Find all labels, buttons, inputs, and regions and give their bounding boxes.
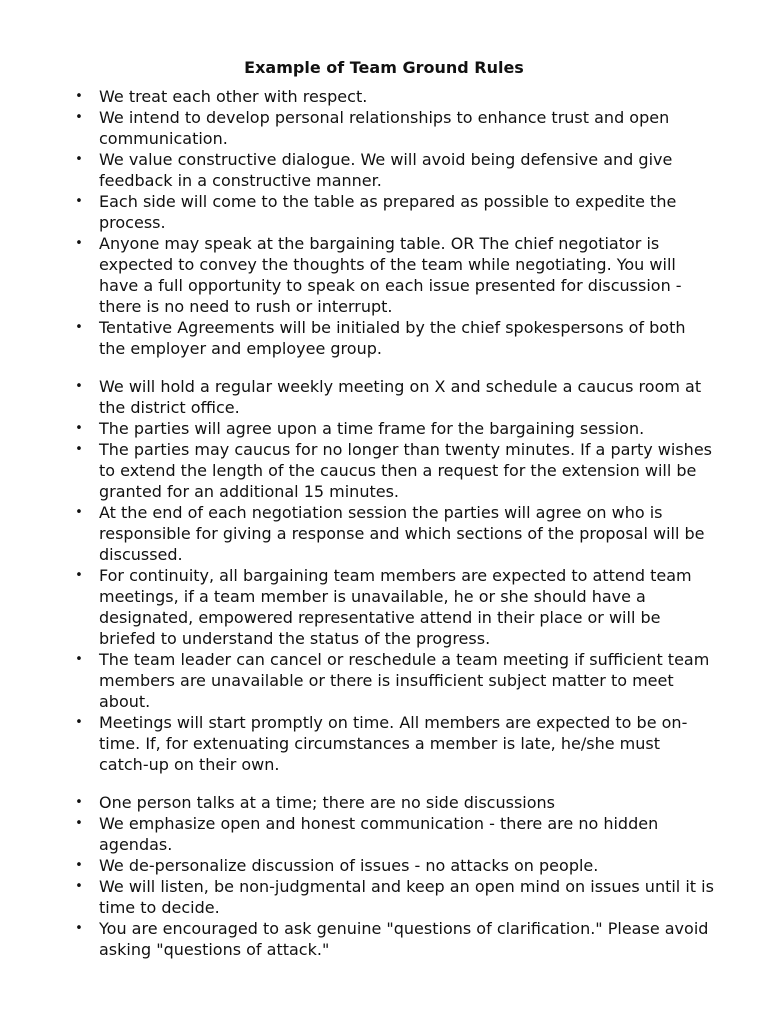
rule-group — [74, 376, 714, 775]
rule-text: Anyone may speak at the bargaining table. OR The chief negotiator is expected to convey the thoughts of the team while negotiating. You will have a full opportunity to speak on each issue presented for discussion - there is no need to rush or interrupt. — [99, 234, 682, 316]
list-item — [74, 565, 714, 649]
rule-text: We de-personalize discussion of issues - no attacks on people. — [99, 856, 599, 875]
list-item — [74, 86, 714, 107]
rule-text: You are encouraged to ask genuine "questions of clarification." Please avoid asking "questions of attack." — [99, 919, 709, 959]
rule-text: We will hold a regular weekly meeting on X and schedule a caucus room at the district office. — [99, 377, 702, 417]
rule-text: For continuity, all bargaining team members are expected to attend team meetings, if a team member is unavailable, he or she should have a designated, empowered representative attend in their place or will be briefed to understand the status of the progress. — [99, 566, 692, 648]
rule-text: One person talks at a time; there are no side discussions — [99, 793, 555, 812]
bullet-icon: • — [75, 568, 83, 583]
bullet-icon: • — [75, 421, 83, 436]
bullet-icon: • — [75, 110, 83, 125]
list-item — [74, 233, 714, 317]
bullet-icon: • — [75, 442, 83, 457]
rule-text: We intend to develop personal relationships to enhance trust and open communication. — [99, 108, 670, 148]
rule-text: The parties will agree upon a time frame for the bargaining session. — [99, 419, 645, 438]
bullet-icon: • — [75, 379, 83, 394]
rule-text: The team leader can cancel or reschedule a team meeting if sufficient team members are unavailable or there is insufficient subject matter to meet about. — [99, 650, 710, 711]
bullet-icon: • — [75, 152, 83, 167]
list-item — [74, 918, 714, 960]
list-item — [74, 502, 714, 565]
rule-text: Each side will come to the table as prepared as possible to expedite the process. — [99, 192, 677, 232]
list-item — [74, 107, 714, 149]
rule-text: We value constructive dialogue. We will avoid being defensive and give feedback in a constructive manner. — [99, 150, 673, 190]
bullet-icon: • — [75, 89, 83, 104]
list-item — [74, 792, 714, 813]
bullet-icon: • — [75, 236, 83, 251]
bullet-icon: • — [75, 652, 83, 667]
bullet-icon: • — [75, 505, 83, 520]
page-title: Example of Team Ground Rules — [244, 57, 524, 77]
list-item — [74, 191, 714, 233]
list-item — [74, 813, 714, 855]
rule-text: Tentative Agreements will be initialed by the chief spokespersons of both the employer and employee group. — [99, 318, 686, 358]
list-item — [74, 855, 714, 876]
list-item — [74, 317, 714, 359]
list-item — [74, 712, 714, 775]
list-item — [74, 149, 714, 191]
bullet-icon: • — [75, 816, 83, 831]
list-item — [74, 418, 714, 439]
rule-group — [74, 86, 714, 359]
list-item — [74, 649, 714, 712]
bullet-icon: • — [75, 795, 83, 810]
rule-group — [74, 792, 714, 960]
rule-text: Meetings will start promptly on time. All members are expected to be on-time. If, for extenuating circumstances a member is late, he/she must catch-up on their own. — [99, 713, 688, 774]
rule-text: We treat each other with respect. — [99, 87, 368, 106]
rule-text: The parties may caucus for no longer than twenty minutes. If a party wishes to extend the length of the caucus then a request for the extension will be granted for an additional 15 minutes. — [99, 440, 712, 501]
list-item — [74, 439, 714, 502]
bullet-icon: • — [75, 715, 83, 730]
bullet-icon: • — [75, 320, 83, 335]
bullet-icon: • — [75, 879, 83, 894]
rule-text: We will listen, be non-judgmental and keep an open mind on issues until it is time to decide. — [99, 877, 714, 917]
bullet-icon: • — [75, 921, 83, 936]
ground-rules-list — [74, 86, 714, 960]
bullet-icon: • — [75, 858, 83, 873]
list-item — [74, 376, 714, 418]
list-item — [74, 876, 714, 918]
bullet-icon: • — [75, 194, 83, 209]
rule-text: At the end of each negotiation session the parties will agree on who is responsible for giving a response and which sections of the proposal will be discussed. — [99, 503, 705, 564]
rule-text: We emphasize open and honest communication - there are no hidden agendas. — [99, 814, 659, 854]
